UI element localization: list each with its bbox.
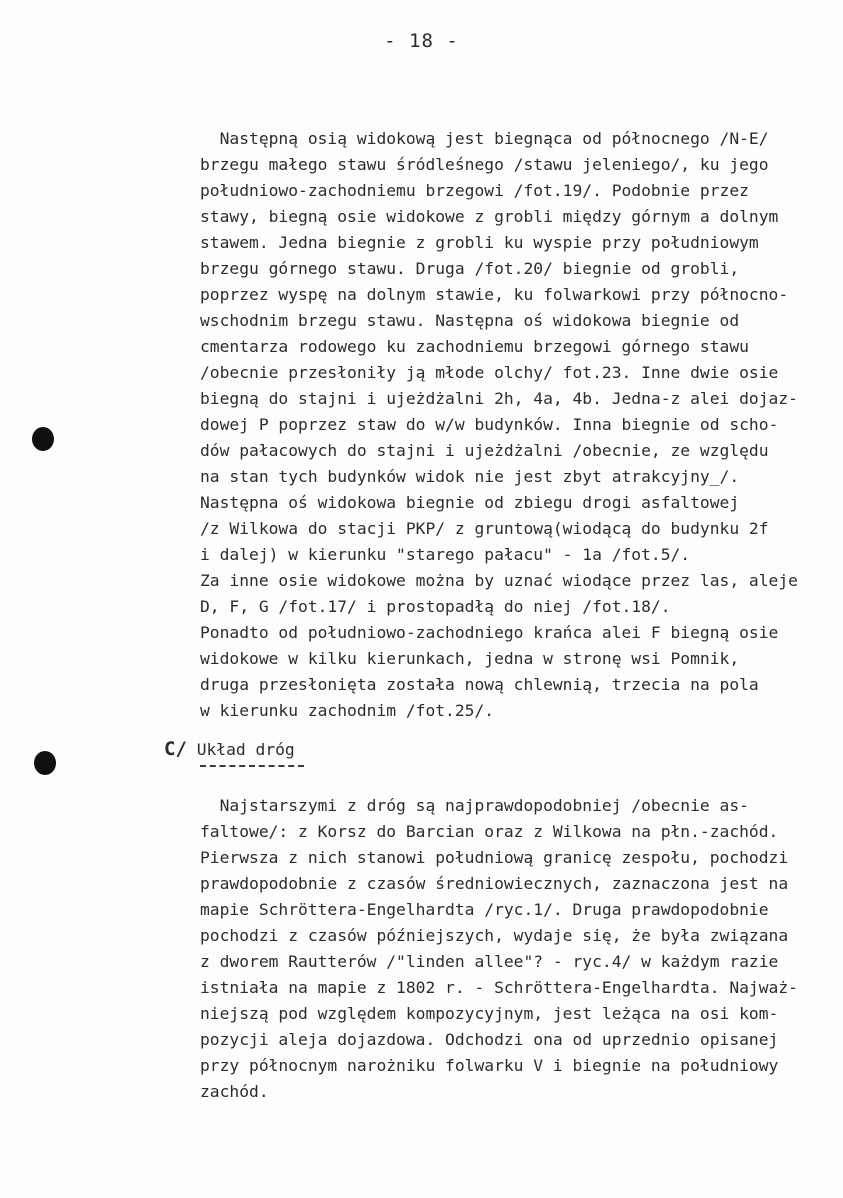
text-line: i dalej) w kierunku "starego pałacu" - 1a /fot.5/. — [200, 545, 691, 564]
text-line: Ponadto od południowo-zachodniego krańca alei F biegną osie — [200, 623, 779, 642]
text-line: cmentarza rodowego ku zachodniemu brzegowi górnego stawu — [200, 337, 749, 356]
text-line: dów pałacowych do stajni i ujeżdżalni /obecnie, ze względu — [200, 441, 769, 460]
section-letter: C/ — [164, 738, 187, 760]
text-line: D, F, G /fot.17/ i prostopadłą do niej /fot.18/. — [200, 597, 671, 616]
text-line: niejszą pod względem kompozycyjnym, jest leżąca na osi kom- — [200, 1004, 779, 1023]
text-line: faltowe/: z Korsz do Barcian oraz z Wilkowa na płn.-zachód. — [200, 822, 779, 841]
text-line: Następną osią widokową jest biegnąca od północnego /N-E/ — [200, 129, 769, 148]
paragraph-road-layout — [200, 793, 798, 1105]
text-line: mapie Schröttera-Engelhardta /ryc.1/. Druga prawdopodobnie — [200, 900, 769, 919]
punch-hole-mark — [34, 751, 56, 775]
text-line: stawy, biegną osie widokowe z grobli między górnym a dolnym — [200, 207, 779, 226]
page-number: - 18 - — [384, 30, 459, 52]
text-line: poprzez wyspę na dolnym stawie, ku folwarkowi przy północno- — [200, 285, 789, 304]
text-line: pozycji aleja dojazdowa. Odchodzi ona od uprzednio opisanej — [200, 1030, 779, 1049]
text-line: w kierunku zachodnim /fot.25/. — [200, 701, 495, 720]
text-line: brzegu małego stawu śródleśnego /stawu jeleniego/, ku jego — [200, 155, 769, 174]
text-line: Najstarszymi z dróg są najprawdopodobniej /obecnie as- — [200, 796, 749, 815]
text-line: biegną do stajni i ujeżdżalni 2h, 4a, 4b. Jedna-z alei dojaz- — [200, 389, 798, 408]
text-line: Następna oś widokowa biegnie od zbiegu drogi asfaltowej — [200, 493, 740, 512]
text-line: widokowe w kilku kierunkach, jedna w stronę wsi Pomnik, — [200, 649, 740, 668]
punch-hole-mark — [32, 427, 54, 451]
section-title: Układ dróg — [196, 740, 295, 759]
text-line: istniała na mapie z 1802 r. - Schröttera-Engelhardta. Najważ- — [200, 978, 798, 997]
text-line: /obecnie przesłoniły ją młode olchy/ fot.23. Inne dwie osie — [200, 363, 779, 382]
text-line: południowo-zachodniemu brzegowi /fot.19/. Podobnie przez — [200, 181, 749, 200]
text-line: druga przesłonięta została nową chlewnią, trzecia na pola — [200, 675, 759, 694]
text-line: przy północnym narożniku folwarku V i biegnie na południowy — [200, 1056, 779, 1075]
text-line: na stan tych budynków widok nie jest zbyt atrakcyjny_/. — [200, 467, 740, 486]
text-line: wschodnim brzegu stawu. Następna oś widokowa biegnie od — [200, 311, 740, 330]
section-heading — [164, 736, 295, 763]
text-line: stawem. Jedna biegnie z grobli ku wyspie przy południowym — [200, 233, 759, 252]
heading-underline — [200, 765, 304, 767]
text-line: z dworem Rautterów /"linden allee"? - ryc.4/ w każdym razie — [200, 952, 779, 971]
text-line: brzegu górnego stawu. Druga /fot.20/ biegnie od grobli, — [200, 259, 740, 278]
text-line: zachód. — [200, 1082, 269, 1101]
text-line: pochodzi z czasów późniejszych, wydaje się, że była związana — [200, 926, 789, 945]
text-line: dowej P poprzez staw do w/w budynków. Inna biegnie od scho- — [200, 415, 779, 434]
paragraph-view-axes — [200, 126, 798, 724]
text-line: Za inne osie widokowe można by uznać wiodące przez las, aleje — [200, 571, 798, 590]
text-line: prawdopodobnie z czasów średniowiecznych, zaznaczona jest na — [200, 874, 789, 893]
text-line: /z Wilkowa do stacji PKP/ z gruntową(wiodącą do budynku 2f — [200, 519, 769, 538]
text-line: Pierwsza z nich stanowi południową granicę zespołu, pochodzi — [200, 848, 789, 867]
